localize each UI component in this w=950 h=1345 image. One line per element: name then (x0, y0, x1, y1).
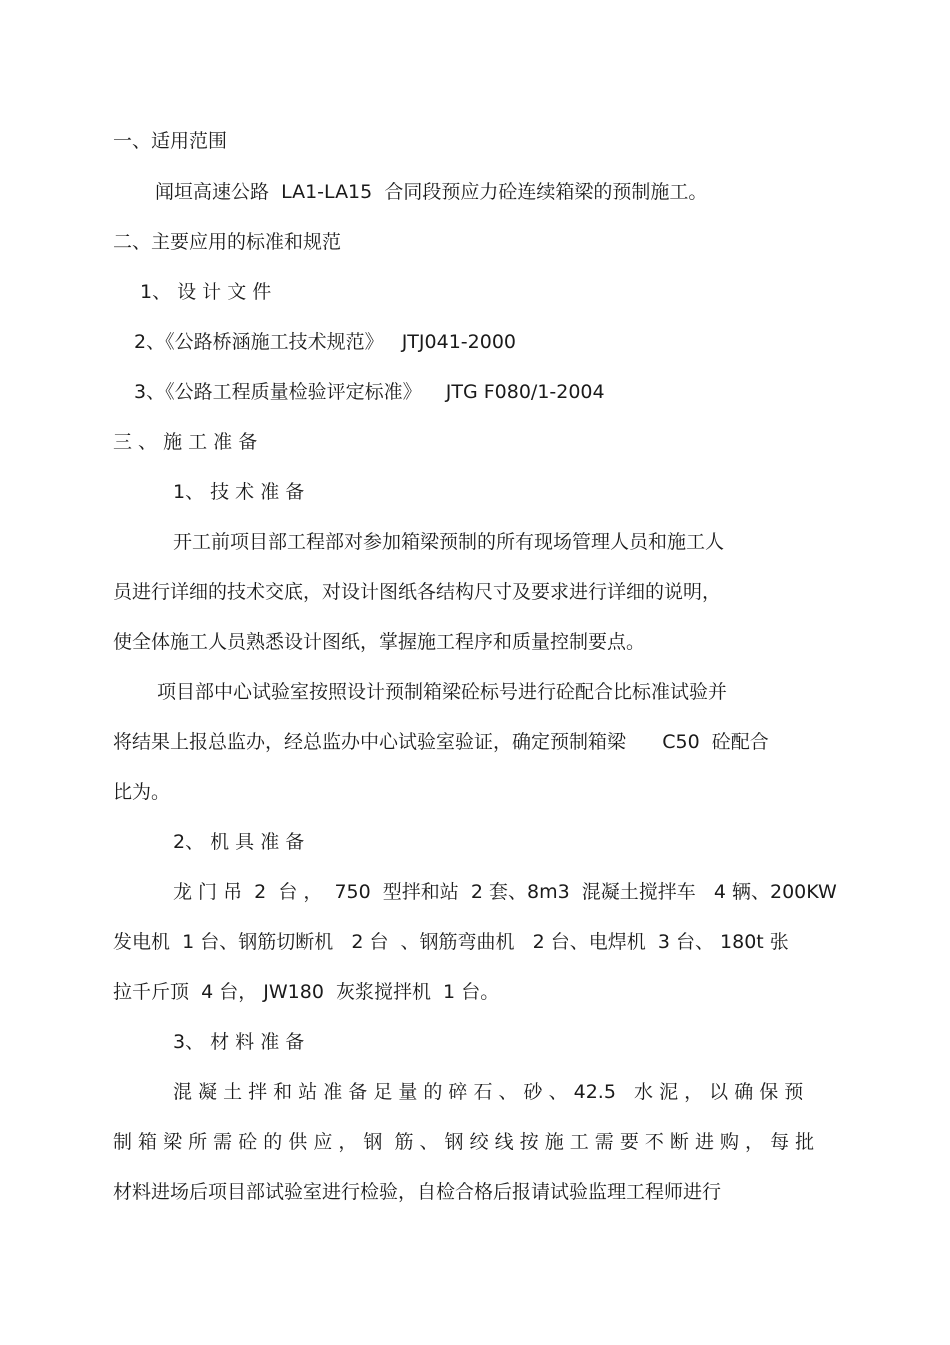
paragraph-line: 发电机 1 台、钢筋切断机 2 台 、钢筋弯曲机 2 台、电焊机 3 台、 180t 张 (113, 931, 789, 953)
paragraph-line: 材料进场后项目部试验室进行检验，自检合格后报请试验监理工程师进行 (113, 1181, 722, 1203)
section-2-item-1 (140, 280, 271, 304)
section-3-2-line-1 (173, 880, 837, 904)
section-3-1-para-1-line-3 (113, 630, 645, 654)
section-3-title-text: 三 、 施 工 准 备 (113, 431, 258, 453)
section-2-item-2 (134, 330, 516, 354)
paragraph-line: 开工前项目部工程部对参加箱梁预制的所有现场管理人员和施工人 (173, 531, 725, 553)
section-1-title-text: 一、适用范围 (113, 130, 228, 152)
paragraph-line: 制 箱 梁 所 需 砼 的 供 应 ， 钢 筋 、 钢 绞 线 按 施 工 需 要 不 断 进 购 ， 每 批 (113, 1131, 815, 1153)
paragraph-line: 将结果上报总监办，经总监办中心试验室验证，确定预制箱梁 C50 砼配合 (113, 731, 769, 753)
section-3-1-para-2-line-1 (157, 680, 727, 704)
paragraph-line: 混 凝 土 拌 和 站 准 备 足 量 的 碎 石 、 砂 、 42.5 水 泥 ， 以 确 保 预 (173, 1081, 804, 1103)
section-3-1-title-text: 1、 技 术 准 备 (173, 481, 305, 503)
section-3-3-line-3 (113, 1180, 721, 1204)
section-2-item-3 (134, 380, 605, 404)
section-3-2-line-3 (113, 980, 499, 1004)
section-3-2-title-text: 2、 机 具 准 备 (173, 831, 305, 853)
section-3-title (113, 430, 257, 454)
paragraph-line: 拉千斤顶 4 台， JW180 灰浆搅拌机 1 台。 (113, 981, 500, 1003)
section-3-1-para-1-line-1 (173, 530, 724, 554)
section-3-2-line-2 (113, 930, 789, 954)
section-3-1-para-1-line-2 (113, 580, 721, 604)
section-2-item-2-text: 2、《公路桥涵施工技术规范》 JTJ041-2000 (134, 331, 516, 353)
section-3-1-para-2-line-2 (113, 730, 769, 754)
paragraph-line: 龙 门 吊 2 台 ， 750 型拌和站 2 套、8m3 混凝土搅拌车 4 辆、200KW (173, 881, 837, 903)
paragraph-line: 比为。 (113, 781, 171, 803)
section-2-item-1-text: 1、 设 计 文 件 (140, 281, 272, 303)
section-2-title-text: 二、主要应用的标准和规范 (113, 231, 342, 253)
section-1-body-text: 闻垣高速公路 LA1-LA15 合同段预应力砼连续箱梁的预制施工。 (155, 181, 708, 203)
section-3-3-title (173, 1030, 304, 1054)
paragraph-line: 使全体施工人员熟悉设计图纸，掌握施工程序和质量控制要点。 (113, 631, 646, 653)
section-3-3-line-2 (113, 1130, 814, 1154)
paragraph-line: 项目部中心试验室按照设计预制箱梁砼标号进行砼配合比标准试验并 (157, 681, 728, 703)
section-3-1-para-2-line-3 (113, 780, 170, 804)
paragraph-line: 员进行详细的技术交底，对设计图纸各结构尺寸及要求进行详细的说明， (113, 581, 722, 603)
section-2-item-3-text: 3、《公路工程质量检验评定标准》 JTG F080/1-2004 (134, 381, 605, 403)
section-1-body (155, 180, 707, 204)
section-3-3-title-text: 3、 材 料 准 备 (173, 1031, 305, 1053)
section-2-title (113, 230, 341, 254)
section-3-2-title (173, 830, 304, 854)
section-3-3-line-1 (173, 1080, 803, 1104)
section-1-title (113, 129, 227, 153)
section-3-1-title (173, 480, 304, 504)
